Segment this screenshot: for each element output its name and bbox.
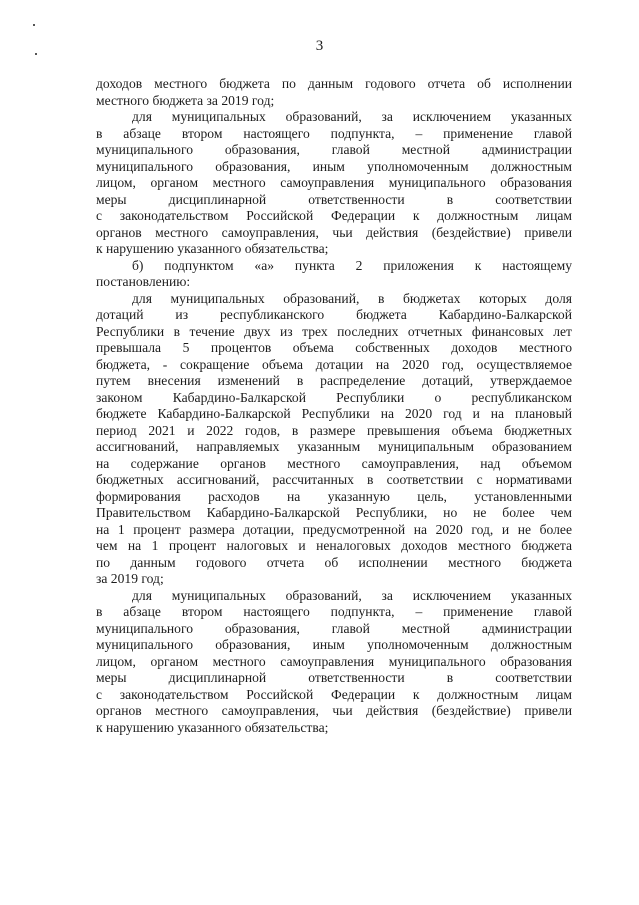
text-line: ассигнований, направляемых указанным муниципальным образованием — [96, 439, 572, 454]
text-line: период 2021 и 2022 годов, в размере превышения объема бюджетных — [96, 422, 572, 438]
text-line: бюджета, - сокращение объема дотации на 2020 год, осуществляемое — [96, 356, 572, 372]
text-line: путем внесения изменений в распределение дотаций, утверждаемое — [96, 373, 572, 388]
text-line: с законодательством Российской Федерации к должностным лицам — [96, 686, 572, 702]
text-line: доходов местного бюджета по данным годового отчета об исполнении — [96, 76, 572, 91]
text-line: законом Кабардино-Балкарской Республики о республиканском — [96, 389, 572, 405]
text-line: чем на 1 процент налоговых и неналоговых доходов местного бюджета — [96, 538, 572, 553]
text-line: бюджете Кабардино-Балкарской Республики на 2020 год и на плановый — [96, 406, 572, 421]
text-line: для муниципальных образований, за исключением указанных — [132, 587, 572, 603]
text-line: местного бюджета за 2019 год; — [96, 92, 275, 108]
text-line: к нарушению указанного обязательства; — [96, 719, 329, 735]
text-line: муниципального образования, иным уполномоченным должностным — [96, 637, 572, 652]
text-line: в абзаце втором настоящего подпункта, – применение главой — [96, 604, 572, 619]
text-line: с законодательством Российской Федерации к должностным лицам — [96, 208, 572, 223]
text-line: для муниципальных образований, за исключением указанных — [132, 109, 572, 124]
text-line: формирования расходов на указанную цель, установленными — [96, 488, 572, 504]
text-line: лицом, органом местного самоуправления муниципального образования — [96, 175, 572, 190]
text-line: меры дисциплинарной ответственности в соответствии — [96, 670, 572, 685]
text-line: лицом, органом местного самоуправления муниципального образования — [96, 653, 572, 669]
text-line: на содержание органов местного самоуправления, над объемом — [96, 455, 572, 471]
text-line: меры дисциплинарной ответственности в соответствии — [96, 191, 572, 207]
text-line: Правительством Кабардино-Балкарской Республики, но не более чем — [96, 505, 572, 520]
text-line: превышала 5 процентов объема собственных доходов местного — [96, 340, 572, 355]
text-line: по данным годового отчета об исполнении местного бюджета — [96, 554, 572, 570]
page-number: 3 — [315, 38, 324, 54]
text-line: органов местного самоуправления, чьи действия (бездействие) привели — [96, 703, 572, 718]
text-line: б) подпунктом «а» пункта 2 приложения к настоящему — [132, 257, 572, 273]
document-body — [96, 76, 572, 736]
text-line: для муниципальных образований, в бюджетах которых доля — [132, 290, 572, 306]
scan-speck — [33, 24, 35, 26]
text-line: к нарушению указанного обязательства; — [96, 241, 329, 256]
text-line: в абзаце втором настоящего подпункта, – применение главой — [96, 125, 572, 141]
text-line: дотаций из республиканского бюджета Кабардино-Балкарской — [96, 307, 572, 322]
text-line: за 2019 год; — [96, 571, 164, 586]
text-line: Республики в течение двух из трех последних отчетных финансовых лет — [96, 323, 572, 339]
text-line: органов местного самоуправления, чьи действия (бездействие) привели — [96, 224, 572, 240]
text-line: бюджетных ассигнований, рассчитанных в соответствии с нормативами — [96, 472, 572, 487]
text-line: на 1 процент размера дотации, предусмотренной на 2020 год, и не более — [96, 521, 572, 537]
text-line: постановлению: — [96, 274, 191, 289]
text-line: муниципального образования, главой местной администрации — [96, 142, 572, 157]
text-line: муниципального образования, главой местной администрации — [96, 620, 572, 636]
text-line: муниципального образования, иным уполномоченным должностным — [96, 158, 572, 174]
